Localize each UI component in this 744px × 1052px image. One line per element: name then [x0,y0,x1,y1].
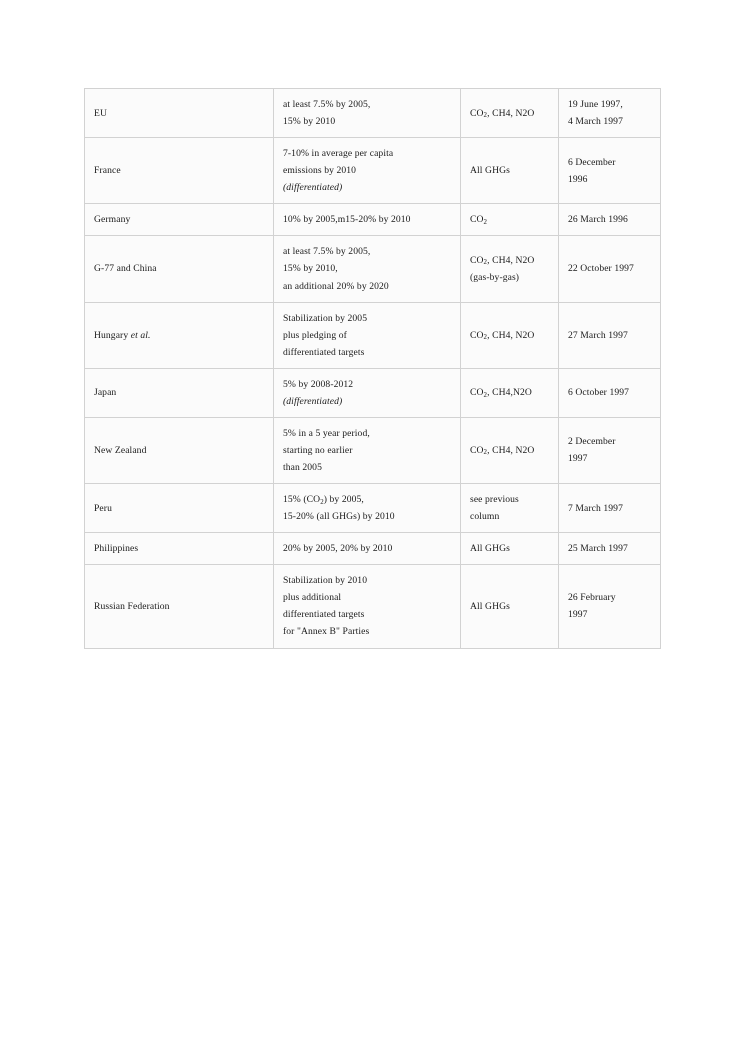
cell-target [274,138,461,204]
target-line: emissions by 2010 [283,165,357,177]
gases-line: column [470,511,500,523]
cell-date [559,236,661,302]
table-row [85,138,661,204]
table-row [85,204,661,236]
target-line-italic [283,179,451,196]
gases-line: $CO_2$, CH4, N2O [470,329,535,342]
table-row [85,236,661,302]
date-line: 1997 [568,609,588,621]
date-line: 19 June 1997, [568,99,623,110]
target-line: for "Annex B" Parties [283,626,370,638]
gases-line: All GHGs [470,543,510,555]
table-body [85,89,661,649]
party-name: Hungary [94,329,131,341]
cell-gases [461,138,559,204]
gases-line: $CO_2$, CH4, N2O [470,444,535,457]
cell-target [274,565,461,648]
cell-party [85,302,274,368]
target-line: starting no earlier [283,444,353,456]
cell-target [274,236,461,302]
cell-gases [461,533,559,565]
target-line: 5% in a 5 year period, [283,427,370,439]
date-line: 22 October 1997 [568,263,634,275]
cell-target [274,89,461,138]
date-line: 26 March 1996 [568,214,628,226]
date-line: 2 December [568,436,616,448]
target-line: Stabilization by 2010 [283,575,368,587]
cell-party [85,484,274,533]
target-line: 15% by 2010 [283,116,336,128]
table-row [85,417,661,483]
cell-date [559,302,661,368]
gases-line: (gas-by-gas) [470,271,520,283]
cell-party [85,368,274,417]
target-line: plus pledging of [283,329,347,341]
date-line: 25 March 1997 [568,543,628,555]
target-line: Stabilization by 2005 [283,312,368,324]
cell-date [559,533,661,565]
gases-line: $CO_2$ [470,214,488,226]
date-line: 7 March 1997 [568,502,623,514]
cell-gases [461,204,559,236]
cell-party [85,89,274,138]
target-line: 15-20% (all GHGs) by 2010 [283,511,395,523]
date-line: 26 February [568,592,616,604]
target-line: 5% by 2008-2012 [283,378,354,390]
cell-gases [461,368,559,417]
cell-gases [461,484,559,533]
target-line: 7-10% in average per capita [283,148,394,160]
target-line: than 2005 [283,462,322,473]
cell-party [85,417,274,483]
cell-date [559,89,661,138]
date-line: 4 March 1997 [568,116,623,128]
target-line: at least 7.5% by 2005, [283,99,371,110]
cell-gases [461,89,559,138]
cell-gases [461,236,559,302]
cell-date [559,417,661,483]
cell-gases [461,565,559,648]
target-line: 20% by 2005, 20% by 2010 [283,543,393,555]
cell-date [559,565,661,648]
cell-target [274,368,461,417]
party-name: Japan [94,387,117,399]
target-line: an additional 20% by 2020 [283,280,389,292]
target-line: 15% $(CO_2)$ by 2005, [283,494,364,506]
cell-party [85,236,274,302]
table-row [85,533,661,565]
cell-party [85,565,274,648]
gases-line: $CO_2$, CH4, N2O [470,254,535,267]
party-name: Russian Federation [94,600,170,612]
cell-target [274,302,461,368]
gases-line: $CO_2$, CH4, N2O [470,107,535,120]
table-row [85,302,661,368]
emission-targets-table [84,88,661,649]
target-italic-text: (differentiated) [283,395,343,407]
date-line: 6 December [568,156,616,168]
cell-target [274,484,461,533]
date-line: 27 March 1997 [568,329,628,341]
target-line: at least 7.5% by 2005, [283,246,371,258]
date-line: 6 October 1997 [568,387,630,399]
date-line: 1996 [568,173,588,185]
cell-gases [461,302,559,368]
target-line: differentiated targets [283,346,365,358]
party-name: Germany [94,214,131,226]
cell-target [274,204,461,236]
cell-target [274,417,461,483]
date-line: 1997 [568,453,588,465]
target-line: differentiated targets [283,609,365,621]
party-name: Peru [94,502,112,514]
party-name: Philippines [94,543,139,555]
cell-gases [461,417,559,483]
party-name: G-77 and China [94,263,157,275]
cell-party [85,138,274,204]
target-line: 15% by 2010, [283,263,338,275]
cell-target [274,533,461,565]
party-name-italic-suffix: et al. [130,329,151,341]
gases-line: $CO_2$, CH4,N2O [470,387,532,399]
target-line: plus additional [283,592,342,604]
cell-date [559,204,661,236]
party-name: EU [94,107,107,119]
cell-date [559,484,661,533]
gases-line: see previous [470,494,519,506]
table-row [85,89,661,138]
cell-party [85,204,274,236]
cell-party [85,533,274,565]
party-name: France [94,165,121,177]
table-row [85,368,661,417]
cell-date [559,368,661,417]
party-name: New Zealand [94,444,147,456]
target-line-italic [283,393,451,410]
cell-date [559,138,661,204]
target-italic-text: (differentiated) [283,182,343,194]
table-row [85,565,661,648]
gases-line: All GHGs [470,165,510,177]
gases-line: All GHGs [470,600,510,612]
target-line: 10% by 2005,m15-20% by 2010 [283,214,411,226]
table-row [85,484,661,533]
